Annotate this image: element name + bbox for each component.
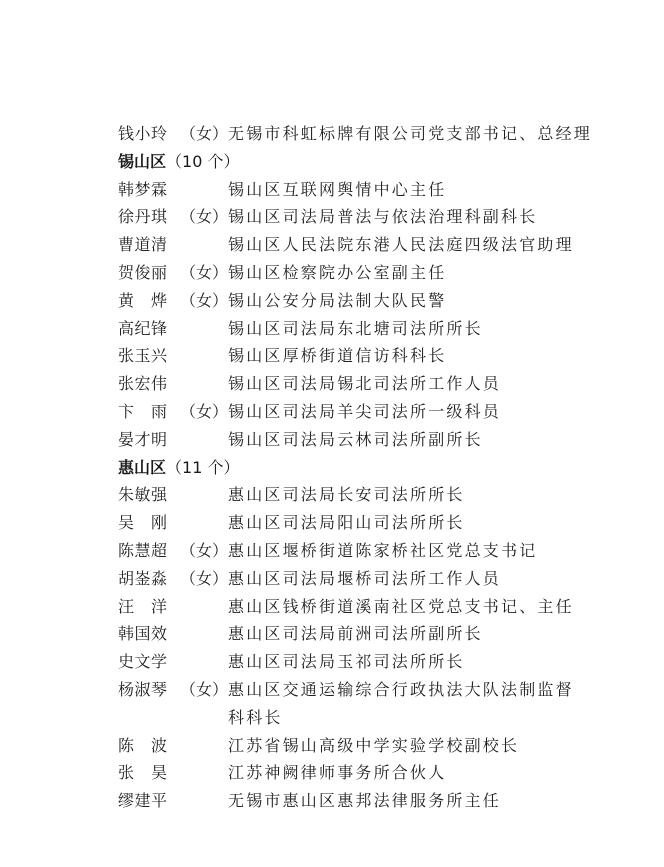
person-title: 惠山区钱桥街道溪南社区党总支书记、主任 bbox=[228, 596, 574, 616]
section-heading-xishan bbox=[118, 148, 598, 176]
person-name: 朱敏强 bbox=[118, 485, 168, 505]
list-item bbox=[118, 203, 598, 231]
list-item bbox=[118, 732, 598, 760]
person-name: 张宏伟 bbox=[118, 374, 168, 394]
list-item bbox=[118, 565, 598, 593]
gender-note: （女） bbox=[180, 679, 229, 699]
person-title: 锡山公安分局法制大队民警 bbox=[228, 290, 447, 310]
person-name: 徐丹琪 bbox=[118, 207, 168, 227]
list-item bbox=[118, 787, 598, 815]
person-title: 江苏省锡山高级中学实验学校副校长 bbox=[228, 735, 520, 755]
person-name: 胡崟淼 bbox=[118, 568, 168, 588]
person-name: 黄 烨 bbox=[118, 290, 168, 310]
person-title: 锡山区司法局普法与依法治理科副科长 bbox=[228, 207, 538, 227]
list-item bbox=[118, 648, 598, 676]
person-name: 张玉兴 bbox=[118, 346, 168, 366]
person-title: 无锡市科虹标牌有限公司党支部书记、总经理 bbox=[228, 124, 593, 143]
list-item bbox=[118, 342, 598, 370]
section-title: 惠山区 bbox=[118, 457, 167, 477]
person-title: 惠山区司法局堰桥司法所工作人员 bbox=[228, 568, 502, 588]
section-heading-huishan bbox=[118, 454, 598, 482]
person-title: 惠山区司法局长安司法所所长 bbox=[228, 485, 465, 505]
section-count: （11 个） bbox=[166, 457, 240, 477]
person-name: 贺俊丽 bbox=[118, 262, 168, 282]
gender-note: （女） bbox=[180, 262, 229, 282]
person-name: 韩梦霖 bbox=[118, 179, 168, 199]
list-item bbox=[118, 676, 598, 732]
person-name: 高纪锋 bbox=[118, 318, 168, 338]
person-name: 吴 刚 bbox=[118, 513, 168, 533]
person-name: 卞 雨 bbox=[118, 401, 168, 421]
list-item bbox=[118, 259, 598, 287]
list-item bbox=[118, 537, 598, 565]
person-name: 杨淑琴 bbox=[118, 679, 168, 699]
person-title: 惠山区司法局阳山司法所所长 bbox=[228, 513, 465, 533]
gender-note: （女） bbox=[180, 540, 229, 560]
person-name: 史文学 bbox=[118, 652, 168, 672]
list-item bbox=[118, 759, 598, 787]
person-name: 张 昊 bbox=[118, 763, 168, 783]
person-title: 锡山区互联网舆情中心主任 bbox=[228, 179, 447, 199]
list-item bbox=[118, 481, 598, 509]
list-item bbox=[118, 593, 598, 621]
list-item bbox=[118, 120, 598, 148]
person-name: 汪 洋 bbox=[118, 596, 168, 616]
person-title: 惠山区司法局玉祁司法所所长 bbox=[228, 652, 465, 672]
roster-list bbox=[118, 120, 598, 815]
list-item bbox=[118, 315, 598, 343]
person-name: 钱小玲 bbox=[118, 124, 168, 143]
gender-note: （女） bbox=[180, 568, 229, 588]
list-item bbox=[118, 620, 598, 648]
person-title: 无锡市惠山区惠邦法律服务所主任 bbox=[228, 791, 502, 811]
section-title: 锡山区 bbox=[118, 151, 167, 171]
person-title: 惠山区交通运输综合行政执法大队法制监督科科长 bbox=[228, 679, 574, 727]
section-count: （10 个） bbox=[166, 151, 240, 171]
list-item bbox=[118, 231, 598, 259]
person-title: 惠山区堰桥街道陈家桥社区党总支书记 bbox=[228, 540, 538, 560]
person-name: 韩国效 bbox=[118, 624, 168, 644]
list-item bbox=[118, 426, 598, 454]
person-title: 锡山区司法局锡北司法所工作人员 bbox=[228, 374, 502, 394]
list-item bbox=[118, 176, 598, 204]
list-item bbox=[118, 370, 598, 398]
person-name: 陈慧超 bbox=[118, 540, 168, 560]
list-item bbox=[118, 287, 598, 315]
person-title: 锡山区检察院办公室副主任 bbox=[228, 262, 447, 282]
person-name: 曹道清 bbox=[118, 235, 168, 255]
person-title: 惠山区司法局前洲司法所副所长 bbox=[228, 624, 483, 644]
person-title: 江苏神阙律师事务所合伙人 bbox=[228, 763, 447, 783]
list-item bbox=[118, 398, 598, 426]
list-item bbox=[118, 509, 598, 537]
person-name: 缪建平 bbox=[118, 791, 168, 811]
person-title: 锡山区人民法院东港人民法庭四级法官助理 bbox=[228, 235, 574, 255]
person-name: 陈 波 bbox=[118, 735, 168, 755]
person-title: 锡山区司法局羊尖司法所一级科员 bbox=[228, 401, 502, 421]
person-name: 晏才明 bbox=[118, 429, 168, 449]
gender-note: （女） bbox=[180, 207, 229, 227]
gender-note: （女） bbox=[180, 290, 229, 310]
person-title: 锡山区司法局云林司法所副所长 bbox=[228, 429, 483, 449]
person-title: 锡山区厚桥街道信访科科长 bbox=[228, 346, 447, 366]
gender-note: （女） bbox=[180, 124, 229, 143]
gender-note: （女） bbox=[180, 401, 229, 421]
person-title: 锡山区司法局东北塘司法所所长 bbox=[228, 318, 483, 338]
